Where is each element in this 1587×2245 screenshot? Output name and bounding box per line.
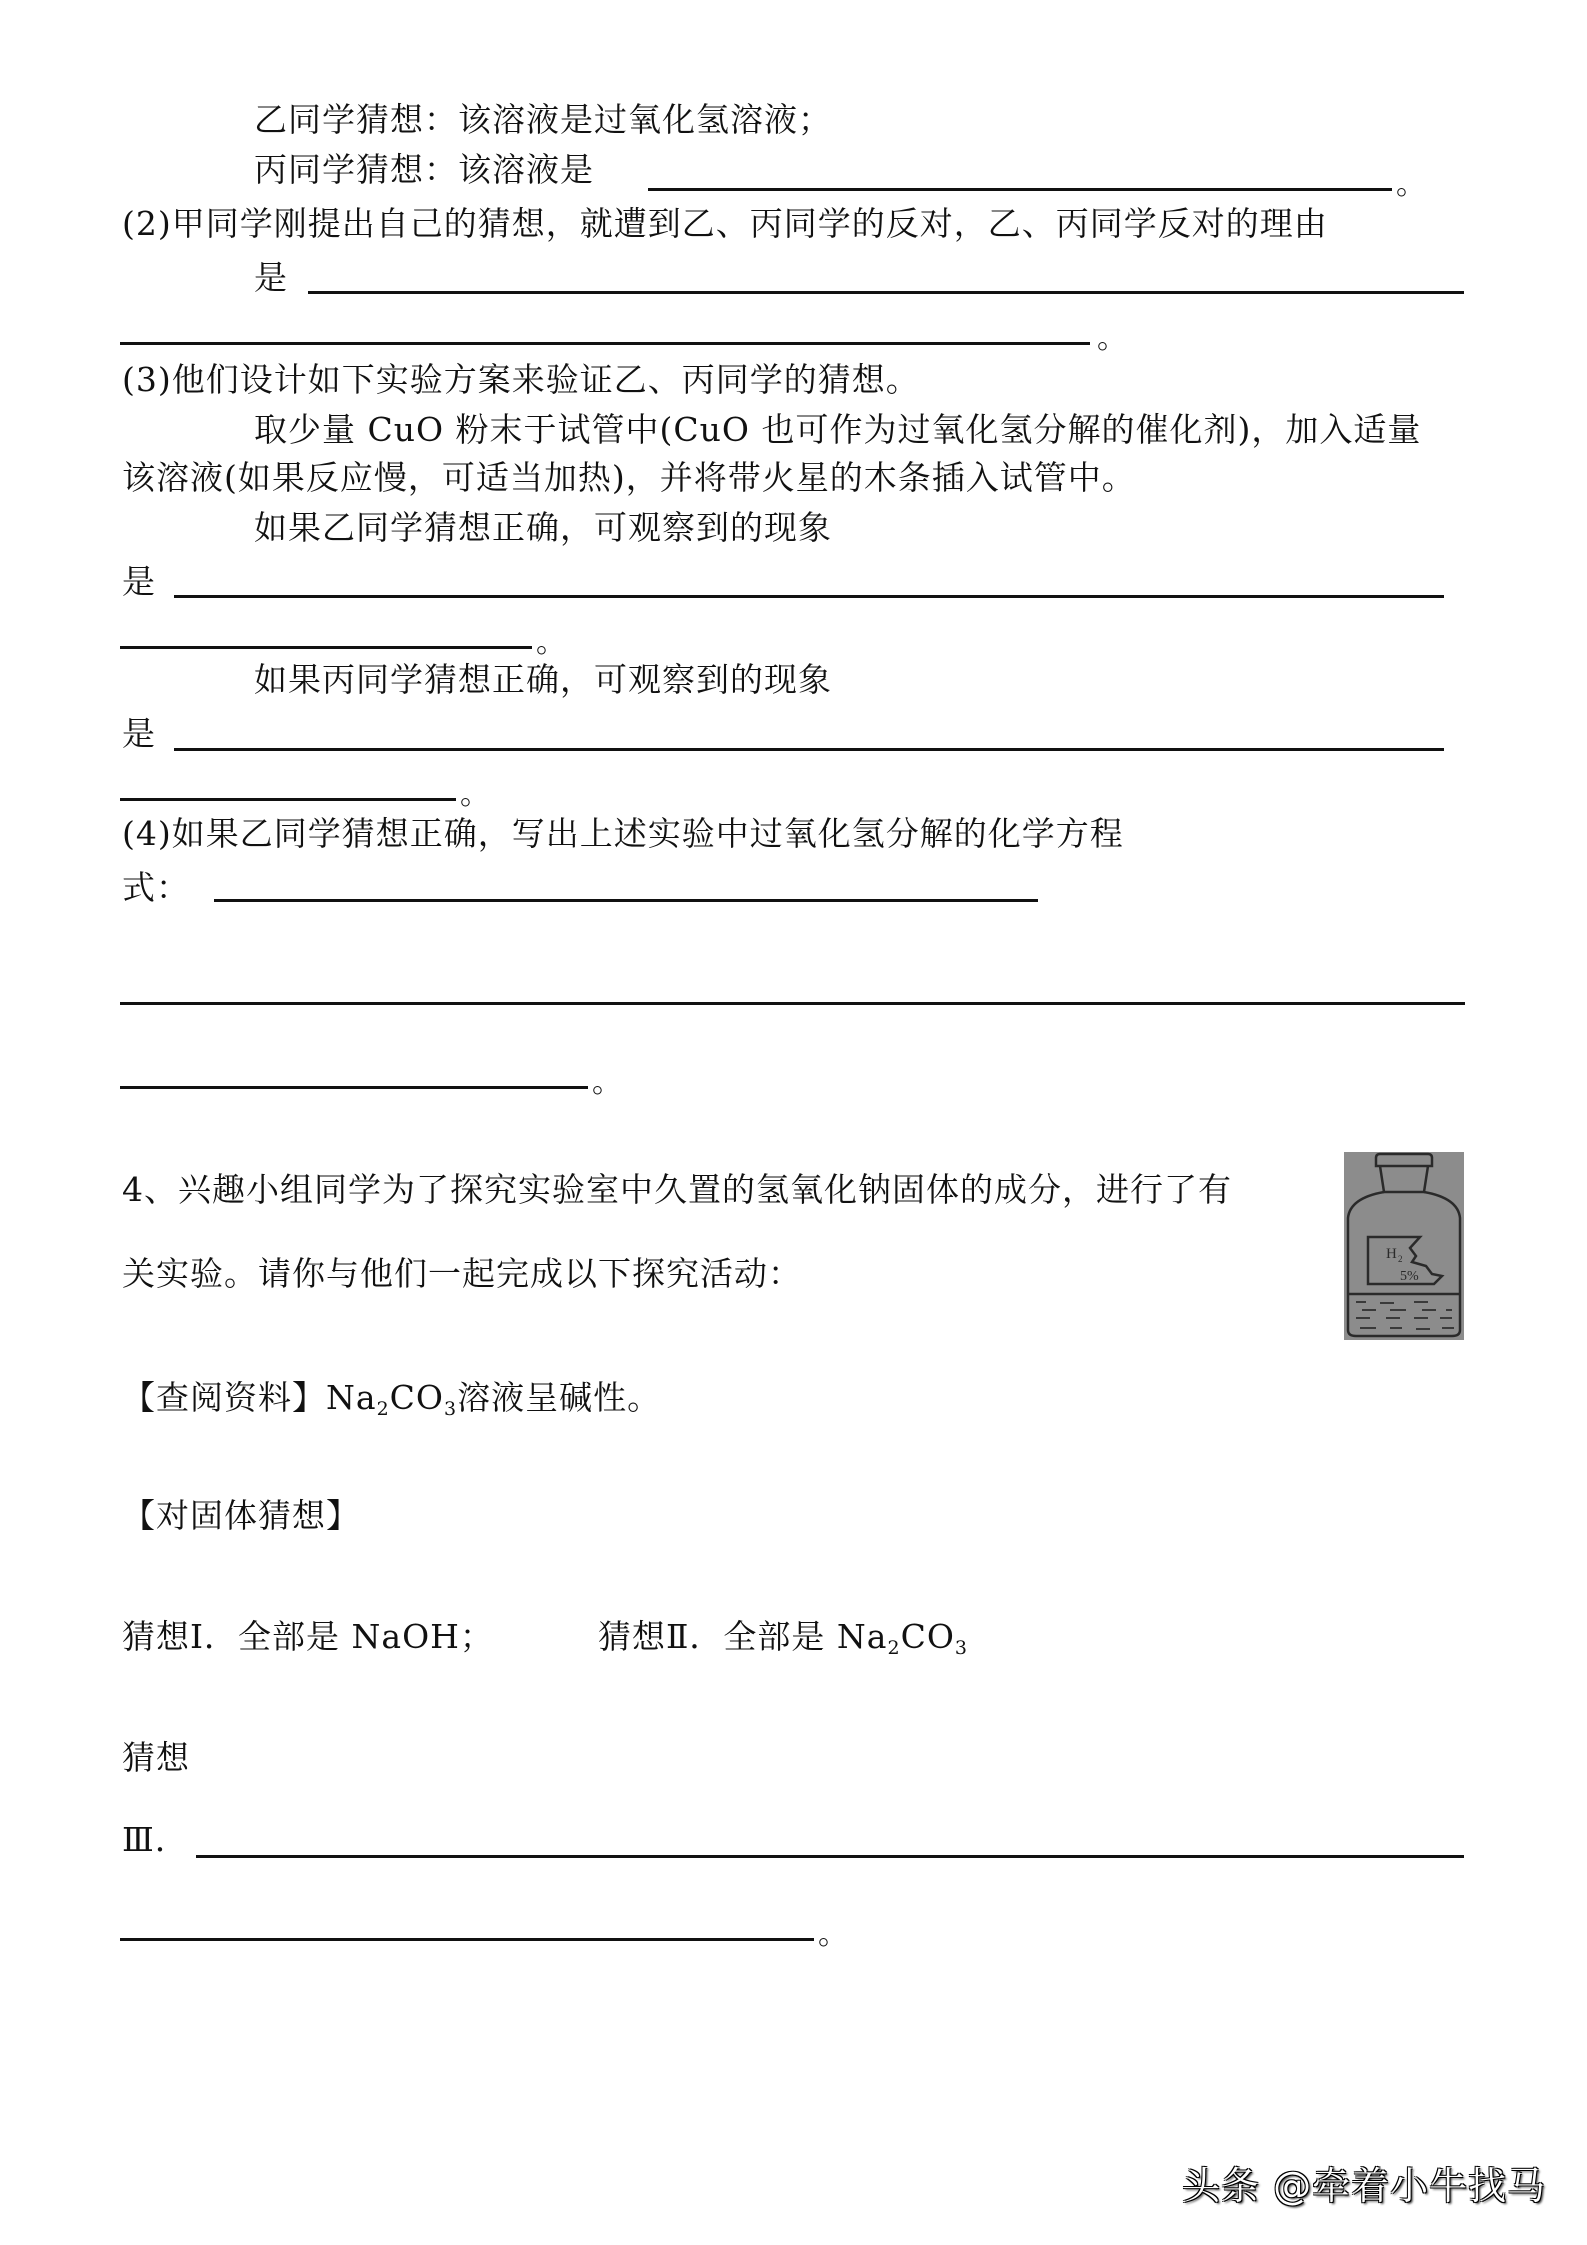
- bing-guess-answer-blank[interactable]: [648, 188, 1392, 191]
- svg-text:2: 2: [1398, 1254, 1403, 1264]
- question-4-shi: 式：: [122, 868, 190, 907]
- bing-observation-answer-blank-2[interactable]: [120, 798, 456, 801]
- shi-label: 是: [122, 714, 156, 753]
- period: 。: [592, 1065, 622, 1100]
- bing-observation-answer-blank-1[interactable]: [174, 748, 1444, 751]
- bottle-label-percent: 5%: [1400, 1269, 1419, 1284]
- period: 。: [1396, 167, 1426, 202]
- yi-correct-observation-prompt: 如果乙同学猜想正确，可观察到的现象: [254, 508, 832, 547]
- bing-correct-observation-prompt: 如果丙同学猜想正确，可观察到的现象: [254, 660, 832, 699]
- period: 。: [536, 625, 566, 660]
- question-3-title: (3)他们设计如下实验方案来验证乙、丙同学的猜想。: [122, 360, 920, 399]
- equation-answer-blank-2[interactable]: [120, 1002, 1465, 1005]
- reagent-bottle-image: [1344, 1152, 1464, 1340]
- reference-text: 溶液呈碱性。: [457, 1378, 662, 1417]
- sodium-carbonate-formula: $Na_2CO_3$: [326, 1378, 458, 1420]
- reagent-bottle-icon: [1344, 1152, 1464, 1340]
- period: 。: [1097, 321, 1127, 356]
- equation-answer-blank-1[interactable]: [214, 899, 1038, 902]
- watermark: 头条 @牵着小牛找马: [1182, 2164, 1547, 2208]
- shi-label: 是: [122, 562, 156, 601]
- question-2-answer-blank-1[interactable]: [308, 291, 1464, 294]
- yi-observation-answer-blank-1[interactable]: [174, 595, 1444, 598]
- guess-2: 猜想Ⅱ．全部是 $Na_2CO_3$: [598, 1617, 968, 1659]
- equation-answer-blank-3[interactable]: [120, 1086, 588, 1089]
- yi-guess-text: 乙同学猜想：该溶液是过氧化氢溶液；: [254, 100, 832, 139]
- question-3-body-line2: 该溶液(如果反应慢，可适当加热)，并将带火星的木条插入试管中。: [122, 458, 1136, 497]
- bottle-label-formula: H: [1386, 1246, 1397, 1262]
- period: 。: [460, 777, 490, 812]
- question-3-body-line1: 取少量 CuO 粉末于试管中(CuO 也可作为过氧化氢分解的催化剂)，加入适量: [254, 410, 1422, 449]
- question-4-intro-line2: 关实验。请你与他们一起完成以下探究活动：: [122, 1254, 802, 1293]
- guess-header: 【对固体猜想】: [122, 1496, 360, 1535]
- question-4-intro-line1: 4、兴趣小组同学为了探究实验室中久置的氢氧化钠固体的成分，进行了有: [122, 1170, 1232, 1209]
- question-2-shi: 是: [254, 258, 288, 297]
- reference-label: 【查阅资料】: [122, 1378, 326, 1417]
- yi-observation-answer-blank-2[interactable]: [120, 646, 532, 649]
- guess-3-label-line2: Ⅲ．: [122, 1820, 189, 1859]
- question-2-text: (2)甲同学刚提出自己的猜想，就遭到乙、丙同学的反对，乙、丙同学反对的理由: [122, 204, 1328, 243]
- guess-1: 猜想Ⅰ．全部是 NaOH；: [122, 1617, 494, 1656]
- period: 。: [818, 1917, 848, 1952]
- question-4-text: (4)如果乙同学猜想正确，写出上述实验中过氧化氢分解的化学方程: [122, 814, 1124, 853]
- question-2-answer-blank-2[interactable]: [120, 342, 1090, 345]
- guess-3-label-line1: 猜想: [122, 1738, 190, 1777]
- bing-guess-text: 丙同学猜想：该溶液是: [254, 150, 594, 189]
- guess-3-answer-blank-1[interactable]: [196, 1855, 1464, 1858]
- guess-3-answer-blank-2[interactable]: [120, 1938, 814, 1941]
- sodium-carbonate-formula: $Na_2CO_3$: [836, 1617, 968, 1659]
- reference-material: [122, 1378, 661, 1418]
